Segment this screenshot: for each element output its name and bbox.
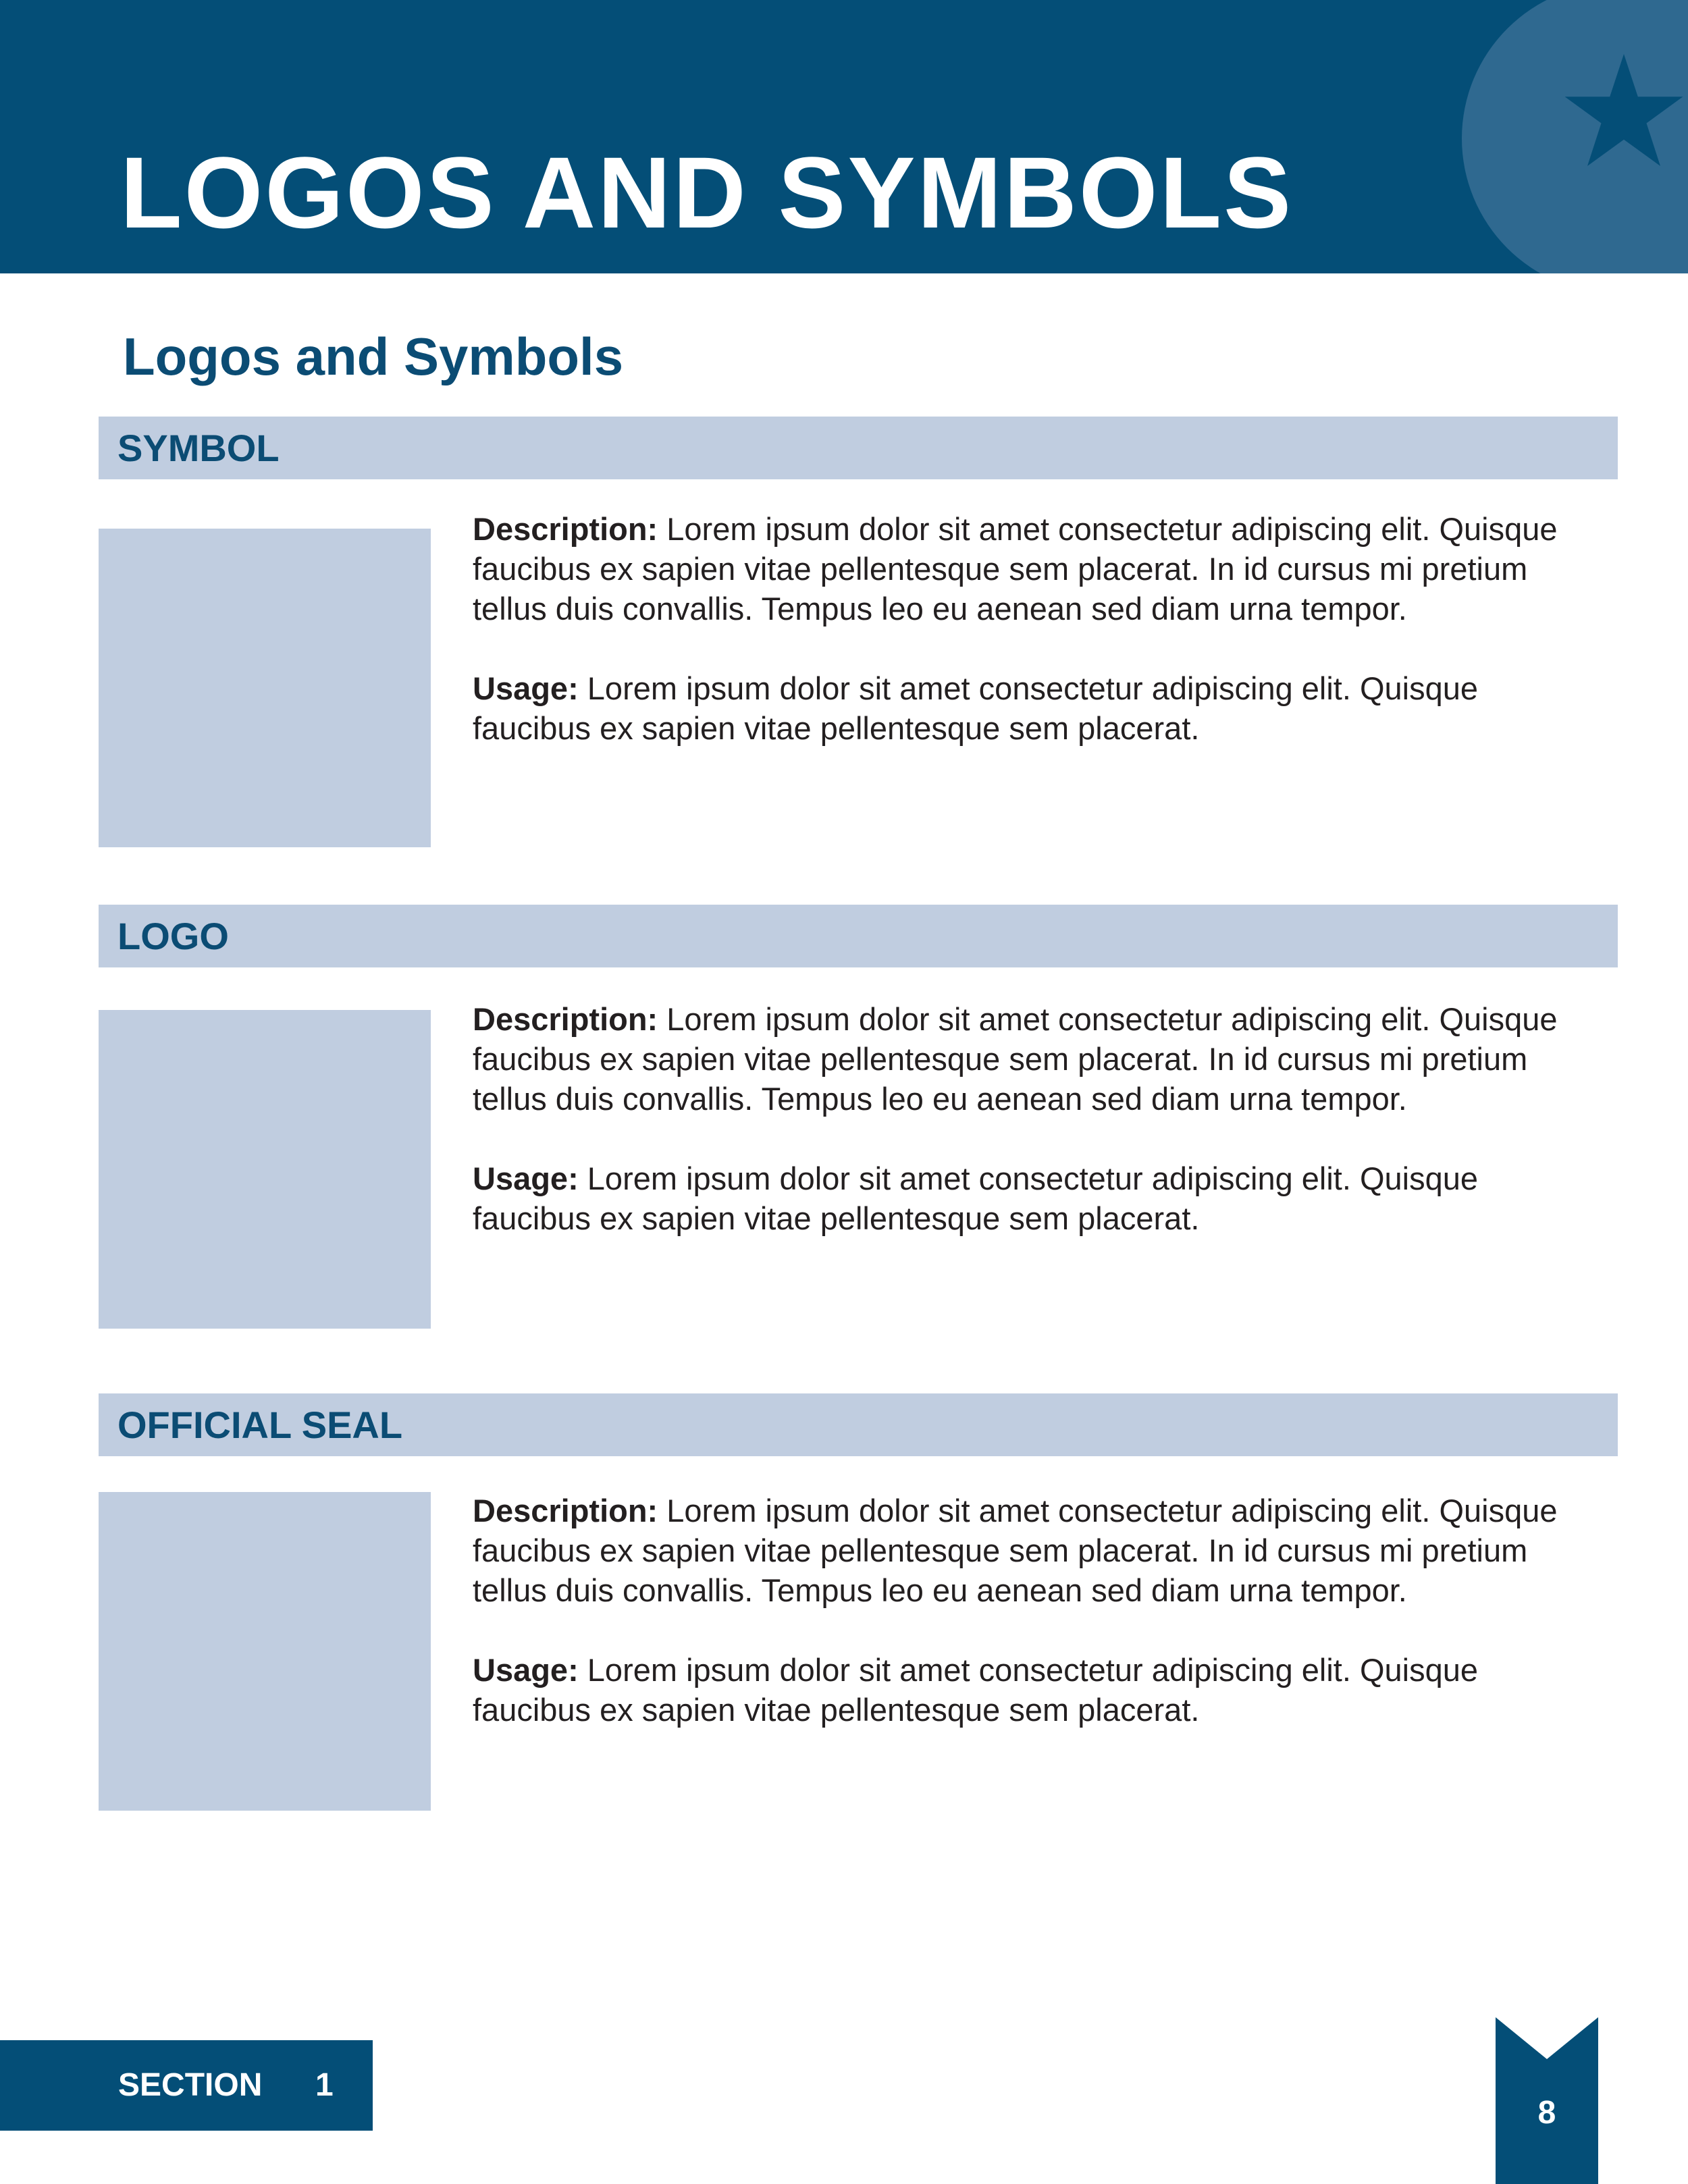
header-band [0,0,1688,273]
footer-section-tag [0,2040,373,2131]
usage-paragraph [473,668,1600,748]
footer-section-label: SECTION [118,2067,263,2103]
usage-label: Usage: [473,1652,579,1688]
logo-text-block [473,999,1600,1238]
description-paragraph [473,1491,1600,1610]
section-heading: SYMBOL [117,427,280,469]
star-icon [1462,0,1688,273]
usage-text: Lorem ipsum dolor sit amet consectetur adipiscing elit. Quisque faucibus ex sapien vitae pellentesque sem placerat. [473,1652,1479,1728]
section-bar-symbol [99,417,1618,479]
header-title: LOGOS AND SYMBOLS [120,136,1294,249]
description-paragraph [473,509,1600,629]
seal-text-block [473,1491,1600,1730]
section-heading: OFFICIAL SEAL [117,1404,403,1446]
page-number: 8 [1537,2095,1556,2131]
section-bar-official-seal [99,1393,1618,1456]
symbol-image-placeholder [99,529,431,847]
usage-label: Usage: [473,670,579,706]
description-text: Lorem ipsum dolor sit amet consectetur adipiscing elit. Quisque faucibus ex sapien vitae pellentesque sem placerat. In id cursus mi pretium tellus duis convallis. Tempus leo eu aenean sed diam urna tempor. [473,511,1558,627]
usage-text: Lorem ipsum dolor sit amet consectetur adipiscing elit. Quisque faucibus ex sapien vitae pellentesque sem placerat. [473,1161,1479,1236]
seal-image-placeholder [99,1492,431,1811]
symbol-text-block [473,509,1600,748]
page-title: Logos and Symbols [123,327,624,386]
usage-text: Lorem ipsum dolor sit amet consectetur adipiscing elit. Quisque faucibus ex sapien vitae pellentesque sem placerat. [473,670,1479,746]
usage-label: Usage: [473,1161,579,1196]
description-text: Lorem ipsum dolor sit amet consectetur adipiscing elit. Quisque faucibus ex sapien vitae pellentesque sem placerat. In id cursus mi pretium tellus duis convallis. Tempus leo eu aenean sed diam urna tempor. [473,1001,1558,1117]
description-text: Lorem ipsum dolor sit amet consectetur adipiscing elit. Quisque faucibus ex sapien vitae pellentesque sem placerat. In id cursus mi pretium tellus duis convallis. Tempus leo eu aenean sed diam urna tempor. [473,1493,1558,1608]
logo-image-placeholder [99,1010,431,1329]
footer-section-number: 1 [315,2067,334,2103]
section-bar-logo [99,905,1618,967]
description-label: Description: [473,1493,658,1528]
description-label: Description: [473,511,658,547]
description-label: Description: [473,1001,658,1037]
usage-paragraph [473,1650,1600,1730]
description-paragraph [473,999,1600,1119]
section-heading: LOGO [117,915,229,957]
usage-paragraph [473,1158,1600,1238]
